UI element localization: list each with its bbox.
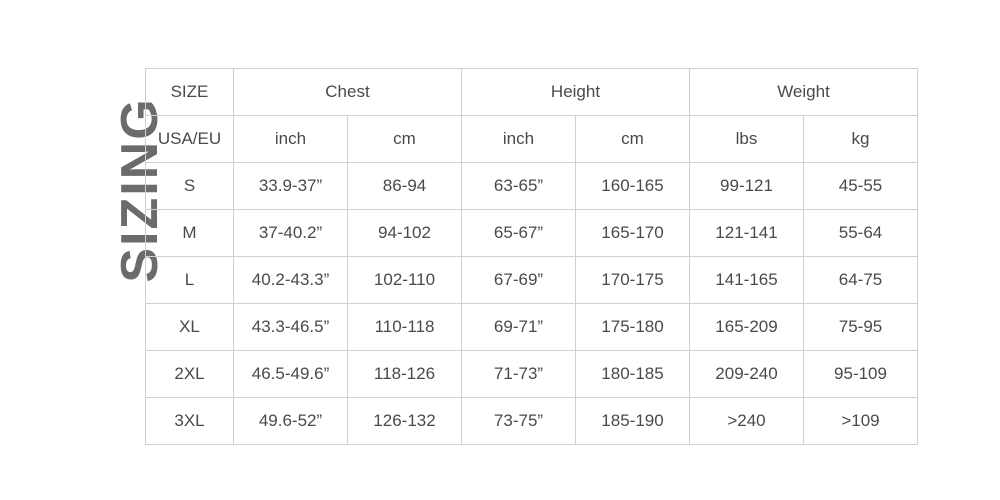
table-header-group-row — [146, 69, 918, 116]
row-size: 3XL — [146, 398, 234, 445]
row-height-cm: 185-190 — [576, 398, 690, 445]
header-height-inch: inch — [462, 116, 576, 163]
table-row — [146, 163, 918, 210]
size-chart-table-wrapper — [145, 68, 918, 445]
row-chest-cm: 94-102 — [348, 210, 462, 257]
size-chart-table — [145, 68, 918, 445]
table-row — [146, 257, 918, 304]
row-size: S — [146, 163, 234, 210]
row-weight-lbs: 121-141 — [690, 210, 804, 257]
row-weight-lbs: 209-240 — [690, 351, 804, 398]
row-height-cm: 175-180 — [576, 304, 690, 351]
row-chest-inch: 46.5-49.6” — [234, 351, 348, 398]
table-row — [146, 304, 918, 351]
header-weight: Weight — [690, 69, 918, 116]
header-weight-kg: kg — [804, 116, 918, 163]
row-weight-lbs: 165-209 — [690, 304, 804, 351]
row-size: M — [146, 210, 234, 257]
header-usa-eu: USA/EU — [146, 116, 234, 163]
row-chest-cm: 86-94 — [348, 163, 462, 210]
header-height: Height — [462, 69, 690, 116]
row-chest-cm: 110-118 — [348, 304, 462, 351]
header-chest-cm: cm — [348, 116, 462, 163]
header-chest: Chest — [234, 69, 462, 116]
row-height-cm: 165-170 — [576, 210, 690, 257]
table-row — [146, 398, 918, 445]
header-size: SIZE — [146, 69, 234, 116]
table-header-units-row — [146, 116, 918, 163]
sizing-title: SIZING — [111, 97, 169, 283]
row-weight-lbs: 99-121 — [690, 163, 804, 210]
row-chest-inch: 49.6-52” — [234, 398, 348, 445]
table-row — [146, 351, 918, 398]
row-chest-cm: 118-126 — [348, 351, 462, 398]
table-row — [146, 210, 918, 257]
row-height-cm: 180-185 — [576, 351, 690, 398]
row-weight-lbs: 141-165 — [690, 257, 804, 304]
row-height-inch: 71-73” — [462, 351, 576, 398]
row-height-inch: 65-67” — [462, 210, 576, 257]
row-size: XL — [146, 304, 234, 351]
row-height-inch: 69-71” — [462, 304, 576, 351]
row-chest-cm: 102-110 — [348, 257, 462, 304]
row-size: L — [146, 257, 234, 304]
header-chest-inch: inch — [234, 116, 348, 163]
row-weight-kg: 64-75 — [804, 257, 918, 304]
row-chest-inch: 43.3-46.5” — [234, 304, 348, 351]
row-weight-kg: >109 — [804, 398, 918, 445]
row-weight-kg: 55-64 — [804, 210, 918, 257]
row-height-inch: 73-75” — [462, 398, 576, 445]
row-weight-kg: 45-55 — [804, 163, 918, 210]
header-weight-lbs: lbs — [690, 116, 804, 163]
row-size: 2XL — [146, 351, 234, 398]
header-height-cm: cm — [576, 116, 690, 163]
row-chest-inch: 40.2-43.3” — [234, 257, 348, 304]
row-weight-lbs: >240 — [690, 398, 804, 445]
row-height-cm: 160-165 — [576, 163, 690, 210]
row-weight-kg: 95-109 — [804, 351, 918, 398]
row-chest-inch: 37-40.2” — [234, 210, 348, 257]
row-weight-kg: 75-95 — [804, 304, 918, 351]
row-chest-inch: 33.9-37” — [234, 163, 348, 210]
row-height-inch: 67-69” — [462, 257, 576, 304]
row-chest-cm: 126-132 — [348, 398, 462, 445]
row-height-cm: 170-175 — [576, 257, 690, 304]
row-height-inch: 63-65” — [462, 163, 576, 210]
